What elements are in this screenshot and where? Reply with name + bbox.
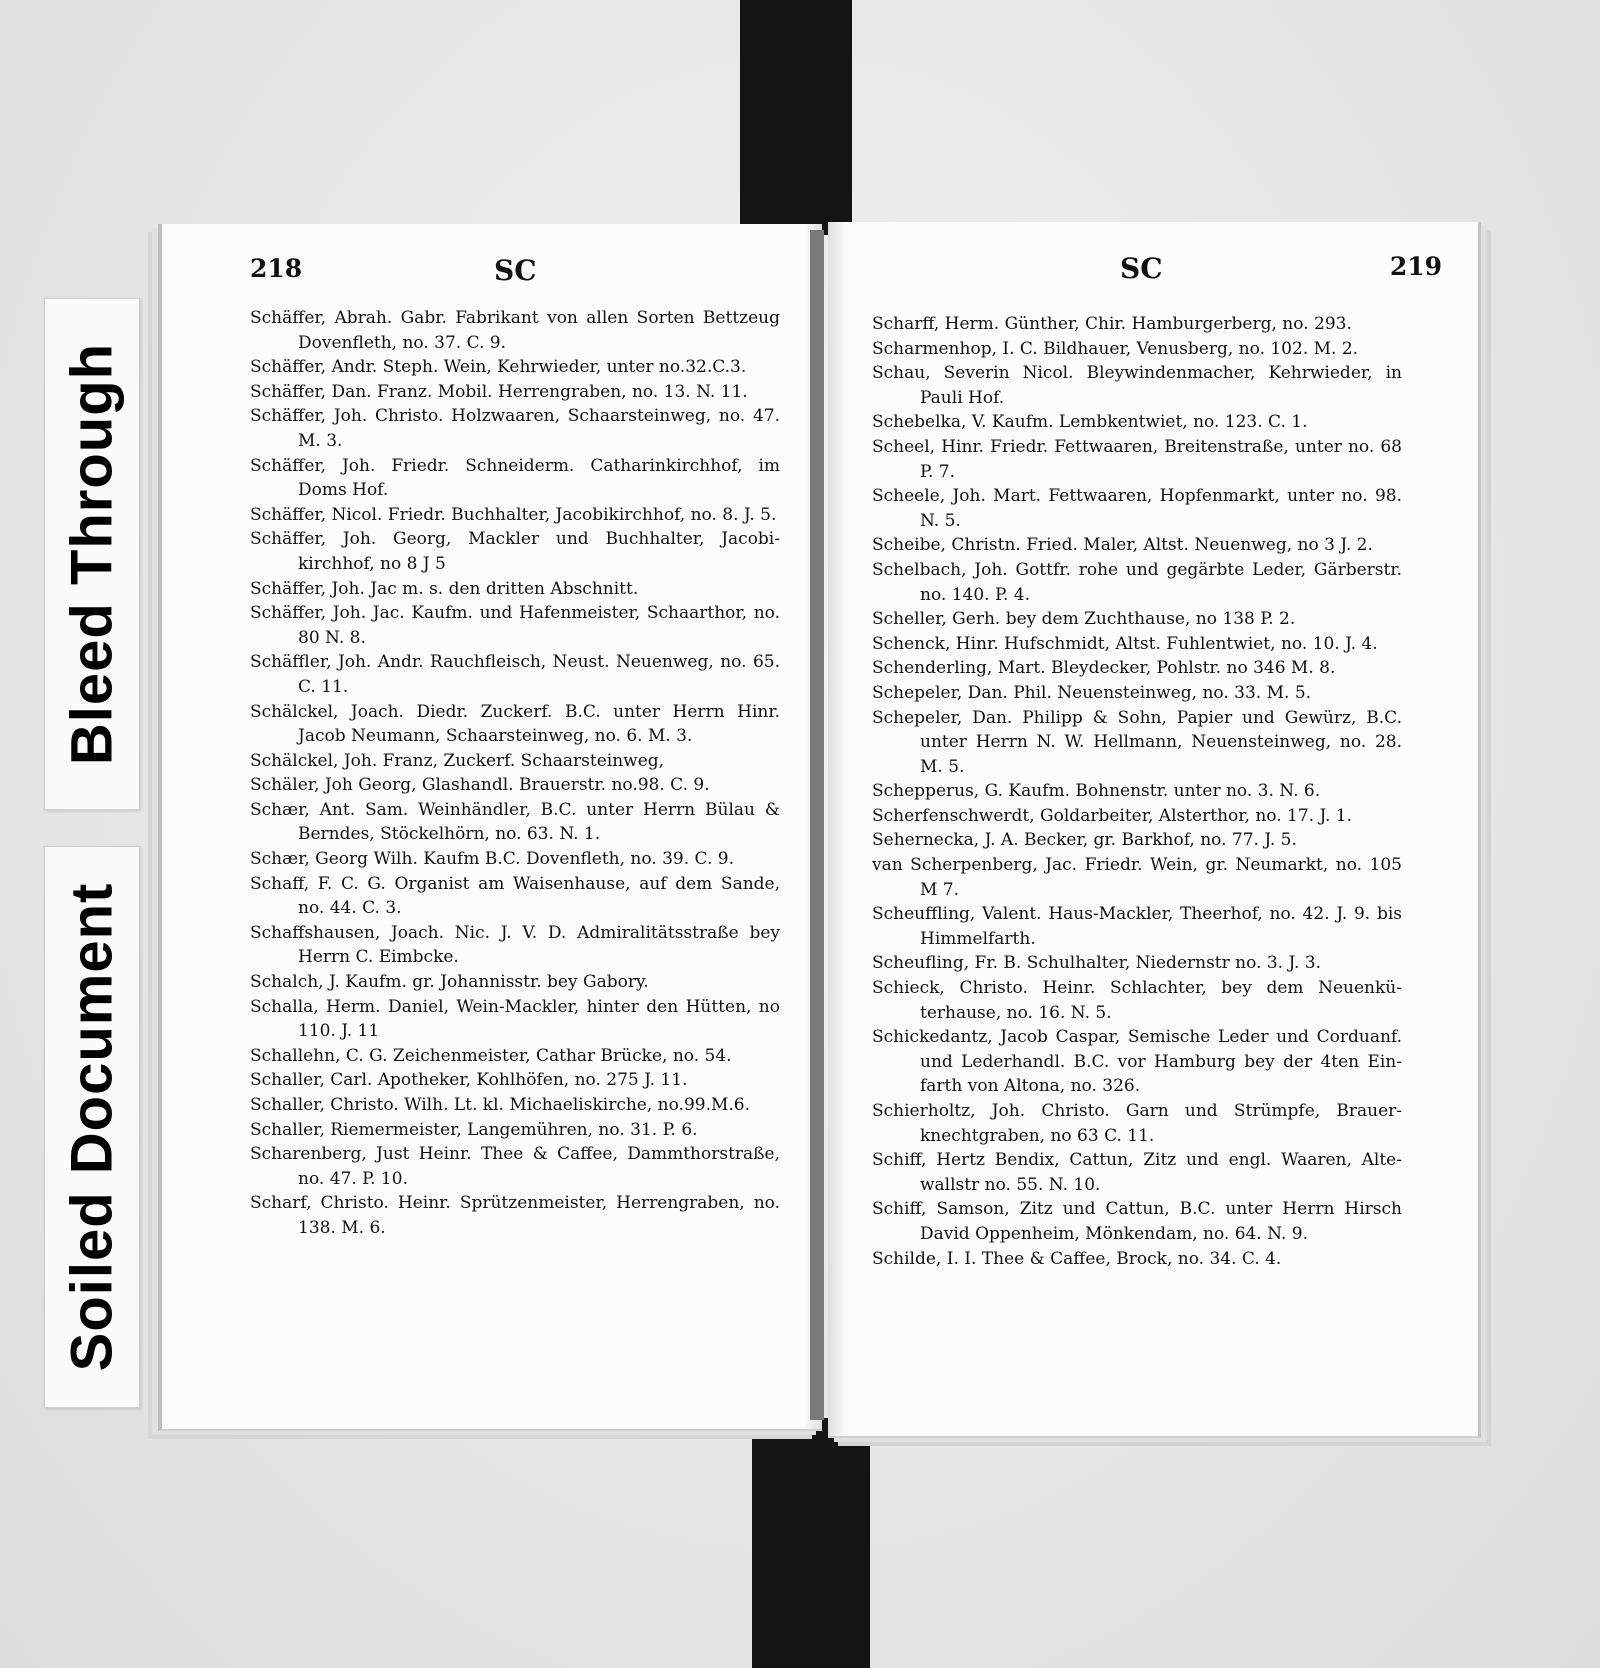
directory-entry: Scheibe, Christn. Fried. Maler, Altst. Neuenweg, no 3 J. 2. <box>872 535 1373 556</box>
directory-entry: Schenck, Hinr. Hufschmidt, Altst. Fuhlentwiet, no. 10. J. 4. <box>872 633 1378 654</box>
directory-entry: Schallehn, C. G. Zeichenmeister, Cathar Brücke, no. 54. <box>250 1045 732 1066</box>
directory-entry: Sehernecka, J. A. Becker, gr. Barkhof, no. 77. J. 5. <box>872 830 1297 851</box>
directory-entry: Scharf, Christo. Heinr. Sprützenmeister, Herrengraben, no. 138. M. 6. <box>250 1193 780 1238</box>
page-heading: SC <box>1120 252 1163 285</box>
directory-entry: Schäffer, Joh. Christo. Holzwaaren, Schaarsteinweg, no. 47. M. 3. <box>250 406 780 451</box>
book-spine <box>810 230 824 1420</box>
page-number: 218 <box>250 254 303 283</box>
directory-entry: Schepeler, Dan. Phil. Neuensteinweg, no. 33. M. 5. <box>872 682 1312 703</box>
directory-entry: Schær, Georg Wilh. Kaufm B.C. Dovenfleth, no. 39. C. 9. <box>250 849 734 870</box>
directory-entry: Scheele, Joh. Mart. Fettwaaren, Hopfenmarkt, unter no. 98. N. 5. <box>872 486 1402 531</box>
directory-entry: Schaller, Carl. Apotheker, Kohlhöfen, no. 275 J. 11. <box>250 1070 688 1091</box>
directory-entry: Schickedantz, Jacob Caspar, Semische Leder und Corduanf. und Lederhandl. B.C. vor Hamburg bey der 4ten Ein-farth von Altona, no. 326. <box>872 1027 1402 1097</box>
directory-entry: Scheuffling, Valent. Haus-Mackler, Theerhof, no. 42. J. 9. bis Himmelfarth. <box>872 904 1402 949</box>
directory-entry: Schieck, Christo. Heinr. Schlachter, bey dem Neuenkü-terhause, no. 16. N. 5. <box>872 978 1402 1023</box>
directory-entry: Scheufling, Fr. B. Schulhalter, Niedernstr no. 3. J. 3. <box>872 953 1321 974</box>
directory-entry: Schäffer, Joh. Friedr. Schneiderm. Catharinkirchhof, im Doms Hof. <box>250 455 780 501</box>
binding-strip-bottom <box>752 1418 870 1668</box>
directory-entry: Schær, Ant. Sam. Weinhändler, B.C. unter Herrn Bülau & Berndes, Stöckelhörn, no. 63. N. 1. <box>250 799 780 845</box>
directory-entry: Scheel, Hinr. Friedr. Fettwaaren, Breitenstraße, unter no. 68 P. 7. <box>872 436 1402 482</box>
directory-entry: Schebelka, V. Kaufm. Lembkentwiet, no. 123. C. 1. <box>872 412 1308 433</box>
directory-entry: Scharmenhop, I. C. Bildhauer, Venusberg, no. 102. M. 2. <box>872 338 1359 359</box>
right-page <box>828 222 1481 1438</box>
directory-entry: Schälckel, Joach. Diedr. Zuckerf. B.C. unter Herrn Hinr. Jacob Neumann, Schaarsteinweg, no. 6. M. 3. <box>250 701 780 747</box>
directory-entry: Schäffer, Andr. Steph. Wein, Kehrwieder, unter no.32.C.3. <box>250 357 747 378</box>
binding-strip-top <box>740 0 852 235</box>
directory-entry: Schiff, Hertz Bendix, Cattun, Zitz und engl. Waaren, Alte-wallstr no. 55. N. 10. <box>872 1150 1402 1195</box>
directory-entry: Schälckel, Joh. Franz, Zuckerf. Schaarsteinweg, <box>250 750 665 771</box>
directory-entry: Schäler, Joh Georg, Glashandl. Brauerstr. no.98. C. 9. <box>250 775 710 796</box>
bleed-through-label <box>44 298 140 810</box>
page-number: 219 <box>1389 252 1442 281</box>
directory-entry: Schaller, Christo. Wilh. Lt. kl. Michaeliskirche, no.99.M.6. <box>250 1095 751 1115</box>
left-page <box>158 224 822 1431</box>
directory-entry: van Scherpenberg, Jac. Friedr. Wein, gr. Neumarkt, no. 105 M 7. <box>872 855 1402 900</box>
entry-list <box>250 306 780 1241</box>
page-heading: SC <box>494 254 537 287</box>
directory-entry: Schaff, F. C. G. Organist am Waisenhause, auf dem Sande, no. 44. C. 3. <box>250 873 780 919</box>
directory-entry: Schepperus, G. Kaufm. Bohnenstr. unter no. 3. N. 6. <box>872 781 1321 802</box>
directory-entry: Schäffer, Joh. Jac m. s. den dritten Abschnitt. <box>250 578 639 599</box>
directory-entry: Schäffler, Joh. Andr. Rauchfleisch, Neust. Neuenweg, no. 65. C. 11. <box>250 652 780 697</box>
directory-entry: Schierholtz, Joh. Christo. Garn und Strümpfe, Brauer-knechtgraben, no 63 C. 11. <box>872 1101 1402 1146</box>
soiled-document-label <box>44 846 140 1408</box>
directory-entry: Schau, Severin Nicol. Bleywindenmacher, Kehrwieder, in Pauli Hof. <box>872 363 1402 408</box>
directory-entry: Scherfenschwerdt, Goldarbeiter, Alsterthor, no. 17. J. 1. <box>872 805 1352 826</box>
directory-entry: Schaller, Riemermeister, Langemühren, no. 31. P. 6. <box>250 1119 698 1140</box>
directory-entry: Schäffer, Dan. Franz. Mobil. Herrengraben, no. 13. N. 11. <box>250 381 748 402</box>
directory-entry: Schalch, J. Kaufm. gr. Johannisstr. bey Gabory. <box>250 972 649 993</box>
gutter-shadow <box>828 222 846 1436</box>
directory-entry: Schäffer, Joh. Georg, Mackler und Buchhalter, Jacobi-kirchhof, no 8 J 5 <box>250 529 780 574</box>
directory-entry: Schäffer, Abrah. Gabr. Fabrikant von allen Sorten Bettzeug Dovenfleth, no. 37. C. 9. <box>250 308 780 353</box>
directory-entry: Schenderling, Mart. Bleydecker, Pohlstr. no 346 M. 8. <box>872 658 1336 679</box>
directory-entry: Schäffer, Nicol. Friedr. Buchhalter, Jacobikirchhof, no. 8. J. 5. <box>250 504 777 525</box>
directory-entry: Schiff, Samson, Zitz und Cattun, B.C. unter Herrn Hirsch David Oppenheim, Mönkendam, no. 64. N. 9. <box>872 1199 1402 1244</box>
directory-entry: Scharenberg, Just Heinr. Thee & Caffee, Dammthorstraße, no. 47. P. 10. <box>250 1144 780 1189</box>
directory-entry: Schilde, I. I. Thee & Caffee, Brock, no. 34. C. 4. <box>872 1248 1282 1269</box>
soiled-document-label-text: Soiled Document <box>59 882 125 1372</box>
bleed-through-label-text: Bleed Through <box>59 342 125 766</box>
directory-entry: Schäffer, Joh. Jac. Kaufm. und Hafenmeister, Schaarthor, no. 80 N. 8. <box>250 603 780 648</box>
directory-entry: Schepeler, Dan. Philipp & Sohn, Papier und Gewürz, B.C. unter Herrn N. W. Hellmann, Neuensteinweg, no. 28. M. 5. <box>872 707 1402 777</box>
directory-entry: Scheller, Gerh. bey dem Zuchthause, no 138 P. 2. <box>872 609 1296 630</box>
entry-list <box>872 312 1402 1271</box>
directory-entry: Schalla, Herm. Daniel, Wein-Mackler, hinter den Hütten, no 110. J. 11 <box>250 996 780 1042</box>
directory-entry: Scharff, Herm. Günther, Chir. Hamburgerberg, no. 293. <box>872 314 1352 334</box>
directory-entry: Schelbach, Joh. Gottfr. rohe und gegärbte Leder, Gärberstr. no. 140. P. 4. <box>872 559 1402 605</box>
directory-entry: Schaffshausen, Joach. Nic. J. V. D. Admiralitätsstraße bey Herrn C. Eimbcke. <box>250 922 780 968</box>
